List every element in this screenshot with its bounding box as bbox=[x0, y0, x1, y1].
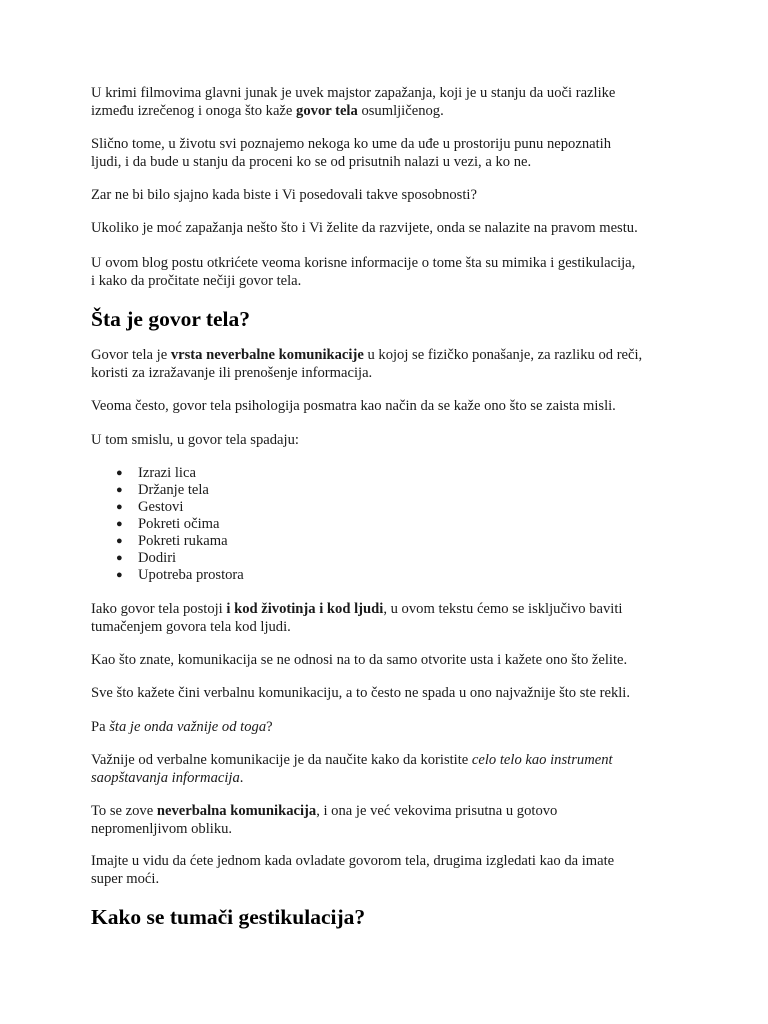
heading-sta-je-govor-tela: Šta je govor tela? bbox=[91, 307, 251, 331]
paragraph-intro bbox=[91, 85, 691, 120]
text-line: tumačenjem govora tela kod ljudi. bbox=[91, 618, 291, 635]
bullet-icon: ● bbox=[116, 552, 123, 564]
text-line: super moći. bbox=[91, 870, 160, 887]
paragraph-13 bbox=[91, 752, 691, 787]
paragraph-8: U tom smislu, u govor tela spadaju: bbox=[91, 432, 299, 448]
text-line: Pa bbox=[91, 719, 110, 735]
text-line: nepromenljivom obliku. bbox=[91, 820, 233, 837]
bullet-icon: ● bbox=[116, 535, 123, 547]
paragraph-3: Zar ne bi bilo sjajno kada biste i Vi posedovali takve sposobnosti? bbox=[91, 187, 477, 203]
text-line: , i ona je već vekovima prisutna u gotovo bbox=[316, 803, 558, 819]
text-line: osumljičenog. bbox=[357, 102, 444, 119]
paragraph-6 bbox=[91, 347, 691, 382]
list-item: ● Pokreti očima bbox=[116, 516, 220, 532]
list-item: ● Izrazi lica bbox=[116, 465, 196, 481]
text-line: To se zove bbox=[91, 803, 157, 819]
bold-text: govor tela bbox=[296, 102, 358, 119]
bold-text: neverbalna komunikacija bbox=[156, 803, 317, 819]
italic-text: saopštavanja informacija bbox=[91, 769, 240, 786]
text-line: ljudi, i da bude u stanju da proceni ko se od prisutnih nalazi u vezi, a ko ne. bbox=[91, 153, 532, 170]
list-item: ● Upotreba prostora bbox=[116, 567, 244, 583]
bullet-icon: ● bbox=[116, 569, 123, 581]
bullet-icon: ● bbox=[116, 467, 123, 479]
text-line: između izrečenog i onoga što kaže bbox=[91, 102, 297, 119]
text-line: Slično tome, u životu svi poznajemo nekoga ko ume da uđe u prostoriju punu nepoznatih bbox=[91, 136, 612, 152]
text-line: Imajte u vidu da ćete jednom kada ovladate govorom tela, drugima izgledati kao da imate bbox=[91, 853, 615, 869]
paragraph-5 bbox=[91, 255, 691, 290]
text-line: Iako govor tela postoji bbox=[91, 601, 227, 617]
text-line: U krimi filmovima glavni junak je uvek majstor zapažanja, koji je u stanju da uoči razlike bbox=[91, 85, 616, 101]
italic-text: celo telo kao instrument bbox=[471, 752, 613, 768]
paragraph-14 bbox=[91, 803, 691, 838]
text-line: U ovom blog postu otkrićete veoma korisne informacije o tome šta su mimika i gestikulacija, bbox=[91, 255, 636, 271]
italic-text: šta je onda važnije od toga bbox=[109, 719, 267, 735]
paragraph-2 bbox=[91, 136, 691, 171]
text-line: u kojoj se fizičko ponašanje, za razliku od reči, bbox=[363, 347, 643, 363]
paragraph-9 bbox=[91, 601, 691, 636]
heading-kako-se-tumaci-gestikulacija: Kako se tumači gestikulacija? bbox=[91, 905, 366, 929]
text-line: koristi za izražavanje ili prenošenje informacija. bbox=[91, 364, 373, 381]
text-line: . bbox=[239, 769, 244, 786]
bold-text: i kod životinja i kod ljudi bbox=[226, 601, 384, 617]
list-item: ● Pokreti rukama bbox=[116, 533, 228, 549]
paragraph-12 bbox=[91, 719, 691, 737]
body-language-list bbox=[91, 465, 691, 584]
bullet-icon: ● bbox=[116, 484, 123, 496]
paragraph-11: Sve što kažete čini verbalnu komunikaciju, a to često ne spada u ono najvažnije što ste rekli. bbox=[91, 685, 630, 701]
paragraph-7: Veoma često, govor tela psihologija posmatra kao način da se kaže ono što se zaista misli. bbox=[91, 398, 616, 414]
text-line: Važnije od verbalne komunikacije je da naučite kako da koristite bbox=[91, 752, 472, 768]
bold-text: vrsta neverbalne komunikacije bbox=[170, 347, 364, 363]
list-item: ● Dodiri bbox=[116, 550, 177, 566]
list-item: ● Držanje tela bbox=[116, 482, 209, 498]
bullet-icon: ● bbox=[116, 501, 123, 513]
text-line: ? bbox=[266, 719, 273, 735]
text-line: i kako da pročitate nečiji govor tela. bbox=[91, 272, 302, 289]
text-line: Govor tela je bbox=[91, 347, 171, 363]
bullet-icon: ● bbox=[116, 518, 123, 530]
paragraph-15 bbox=[91, 853, 691, 888]
paragraph-10: Kao što znate, komunikacija se ne odnosi na to da samo otvorite usta i kažete ono što želite. bbox=[91, 652, 628, 668]
paragraph-4: Ukoliko je moć zapažanja nešto što i Vi želite da razvijete, onda se nalazite na pravom mestu. bbox=[91, 220, 638, 236]
list-item: ● Gestovi bbox=[116, 499, 184, 515]
text-line: , u ovom tekstu ćemo se isključivo baviti bbox=[383, 601, 623, 617]
